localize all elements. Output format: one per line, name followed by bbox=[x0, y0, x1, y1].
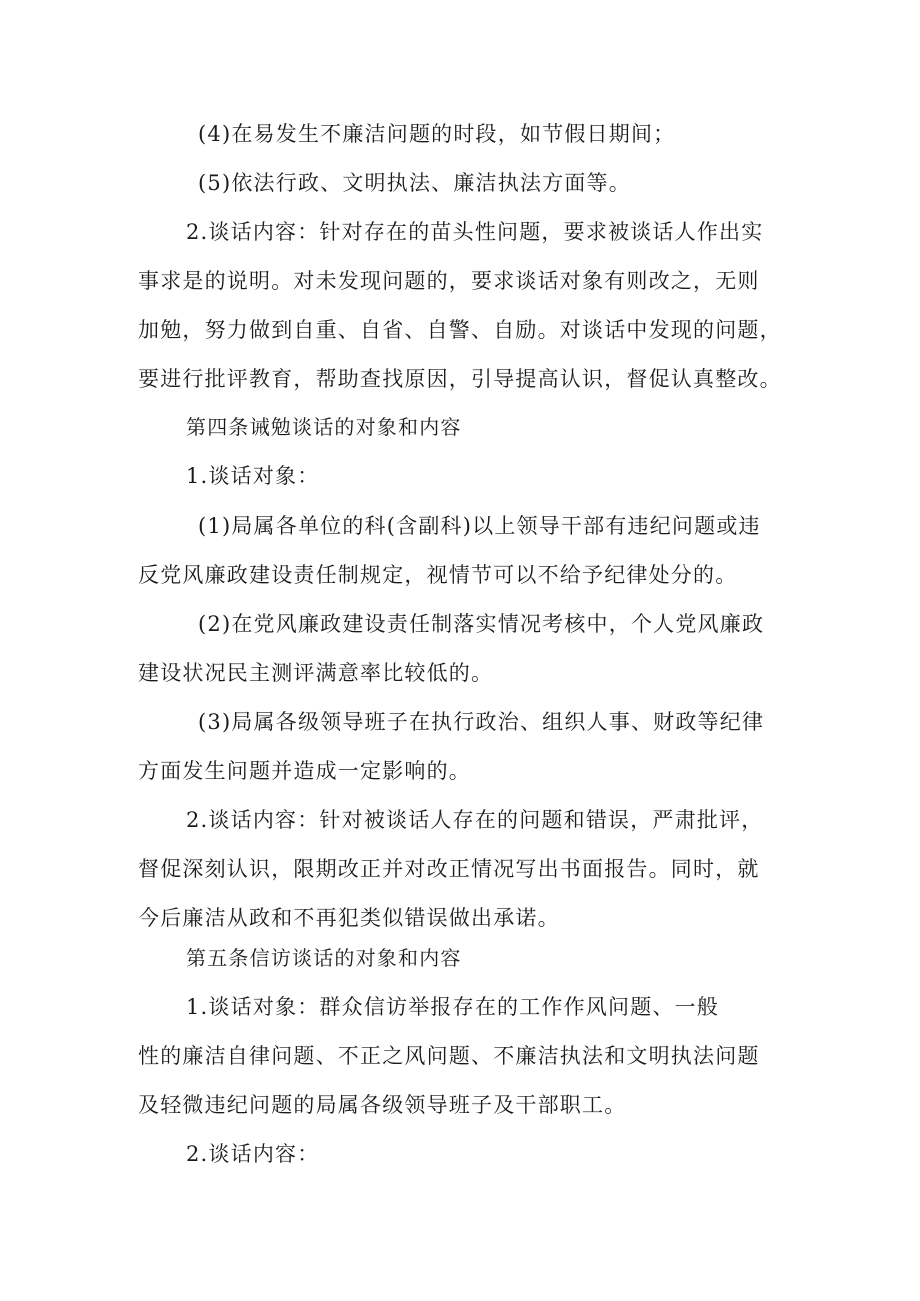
text-line-subject-5-cont2: 及轻微违纪问题的局属各级领导班子及干部职工。 bbox=[138, 1093, 627, 1117]
section-heading-article-4: 第四条诫勉谈话的对象和内容 bbox=[186, 415, 462, 439]
text-line-item-3-cont: 方面发生问题并造成一定影响的。 bbox=[138, 759, 471, 783]
text-line-item-4: (4)在易发生不廉洁问题的时段，如节假日期间； bbox=[198, 122, 676, 146]
text-line-subject-5-cont: 性的廉洁自律问题、不正之风问题、不廉洁执法和文明执法问题 bbox=[138, 1044, 760, 1068]
text-line-subject-label: 1.谈话对象： bbox=[186, 464, 320, 488]
text-line-content-2: 事求是的说明。对未发现问题的，要求谈话对象有则改之，无则 bbox=[138, 269, 760, 293]
text-line-content-4: 要进行批评教育，帮助查找原因，引导提高认识，督促认真整改。 bbox=[138, 367, 782, 391]
section-heading-article-5: 第五条信访谈话的对象和内容 bbox=[186, 946, 462, 970]
text-line-content-6: 督促深刻认识，限期改正并对改正情况写出书面报告。同时，就 bbox=[138, 857, 760, 881]
text-line-content-7: 今后廉洁从政和不再犯类似错误做出承诺。 bbox=[138, 906, 560, 930]
text-line-item-1-cont: 反党风廉政建设责任制规定，视情节可以不给予纪律处分的。 bbox=[138, 563, 738, 587]
text-line-item-2-cont: 建设状况民主测评满意率比较低的。 bbox=[138, 661, 494, 685]
text-line-item-3: (3)局属各级领导班子在执行政治、组织人事、财政等纪律 bbox=[198, 710, 765, 734]
text-line-item-2: (2)在党风廉政建设责任制落实情况考核中，个人党风廉政 bbox=[198, 612, 765, 636]
text-line-subject-5: 1.谈话对象：群众信访举报存在的工作作风问题、一般 bbox=[186, 995, 720, 1019]
text-line-content-label-5: 2.谈话内容： bbox=[186, 1142, 320, 1166]
text-line-item-1: (1)局属各单位的科(含副科)以上领导干部有违纪问题或违 bbox=[198, 514, 761, 538]
text-line-content-5: 2.谈话内容：针对被谈话人存在的问题和错误，严肃批评， bbox=[186, 808, 764, 832]
text-line-item-5: (5)依法行政、文明执法、廉洁执法方面等。 bbox=[198, 171, 631, 195]
text-line-content-1: 2.谈话内容：针对存在的苗头性问题，要求被谈话人作出实 bbox=[186, 220, 764, 244]
text-line-content-3: 加勉，努力做到自重、自省、自警、自励。对谈话中发现的问题， bbox=[138, 318, 782, 342]
